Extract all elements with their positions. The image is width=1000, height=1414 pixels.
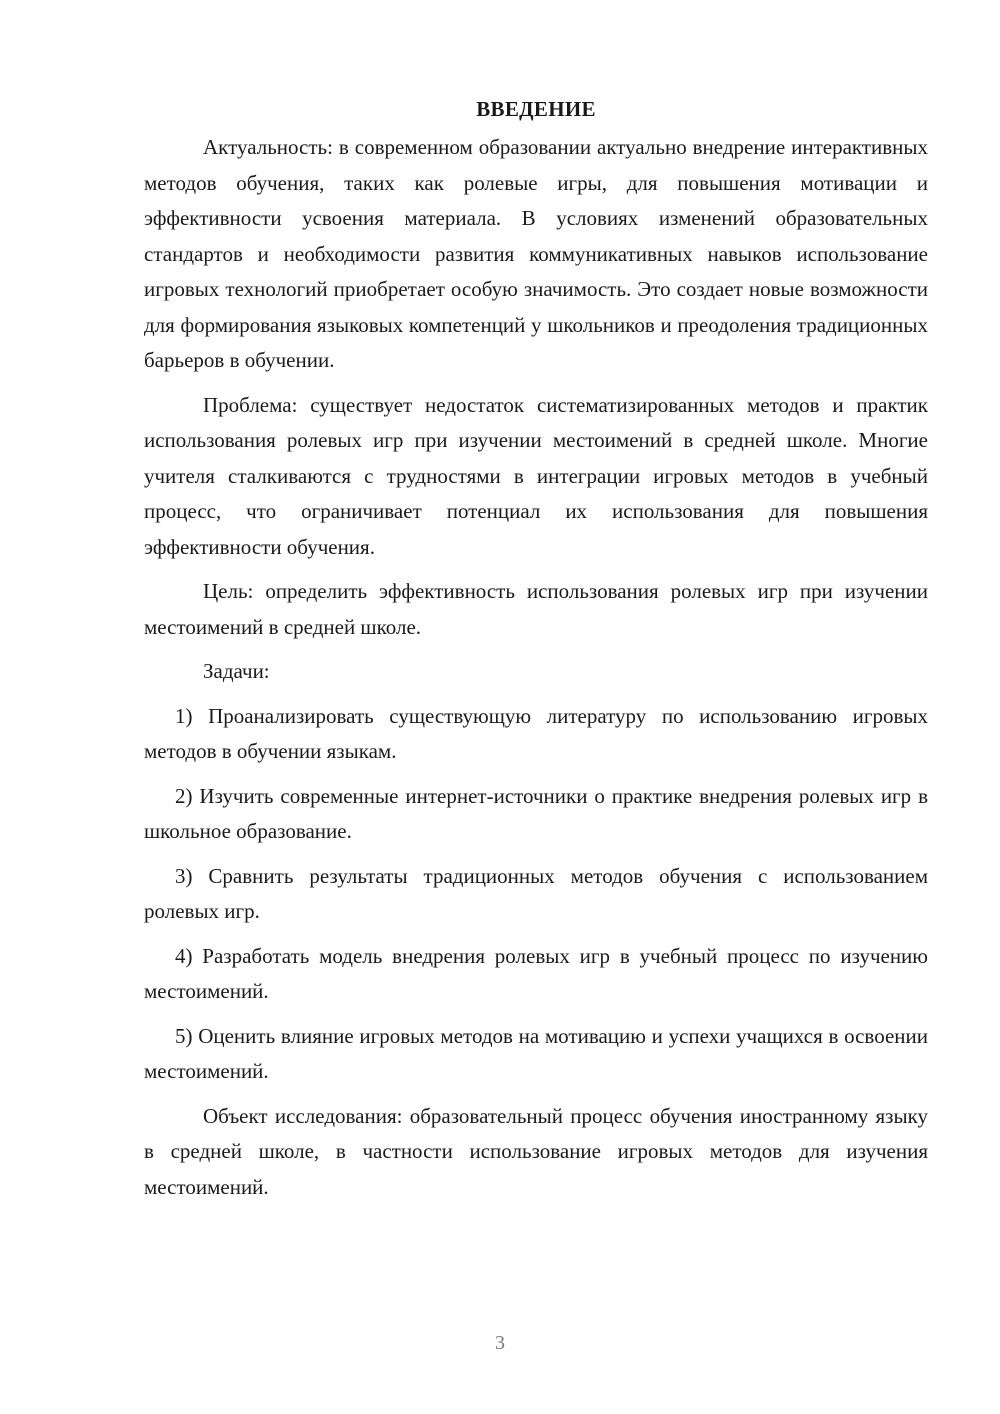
paragraph-problem: Проблема: существует недостаток систематизированных методов и практик использования ролевых игр при изучении местоимений в средней школе. Многие учителя сталкиваются с трудностями в интеграции игровых методов в учебный процесс, что ограничивает потенциал их использования для повышения эффективности обучения. [144, 392, 928, 559]
paragraph-object: Объект исследования: образовательный процесс обучения иностранному языку в средней школе, в частности использование игровых методов для изучения местоимений. [144, 1103, 928, 1199]
tasks-heading: Задачи: [203, 659, 270, 683]
task-item-5: 5) Оценить влияние игровых методов на мотивацию и успехи учащихся в освоении местоимений. [144, 1023, 928, 1083]
document-page [144, 92, 928, 1205]
document-title: ВВЕДЕНИЕ [476, 97, 596, 121]
task-item-3: 3) Сравнить результаты традиционных методов обучения с использованием ролевых игр. [144, 863, 928, 923]
page-number: 3 [495, 1332, 505, 1354]
paragraph-goal: Цель: определить эффективность использования ролевых игр при изучении местоимений в средней школе. [144, 579, 928, 639]
task-item-1: 1) Проанализировать существующую литературу по использованию игровых методов в обучении языкам. [144, 703, 928, 763]
task-item-4: 4) Разработать модель внедрения ролевых игр в учебный процесс по изучению местоимений. [144, 943, 928, 1003]
task-item-2: 2) Изучить современные интернет-источники о практике внедрения ролевых игр в школьное образование. [144, 783, 928, 843]
paragraph-relevance: Актуальность: в современном образовании актуально внедрение интерактивных методов обучения, таких как ролевые игры, для повышения мотивации и эффективности усвоения материала. В условиях изменений образовательных стандартов и необходимости развития коммуникативных навыков использование игровых технологий приобретает особую значимость. Это создает новые возможности для формирования языковых компетенций у школьников и преодоления традиционных барьеров в обучении. [144, 135, 928, 372]
